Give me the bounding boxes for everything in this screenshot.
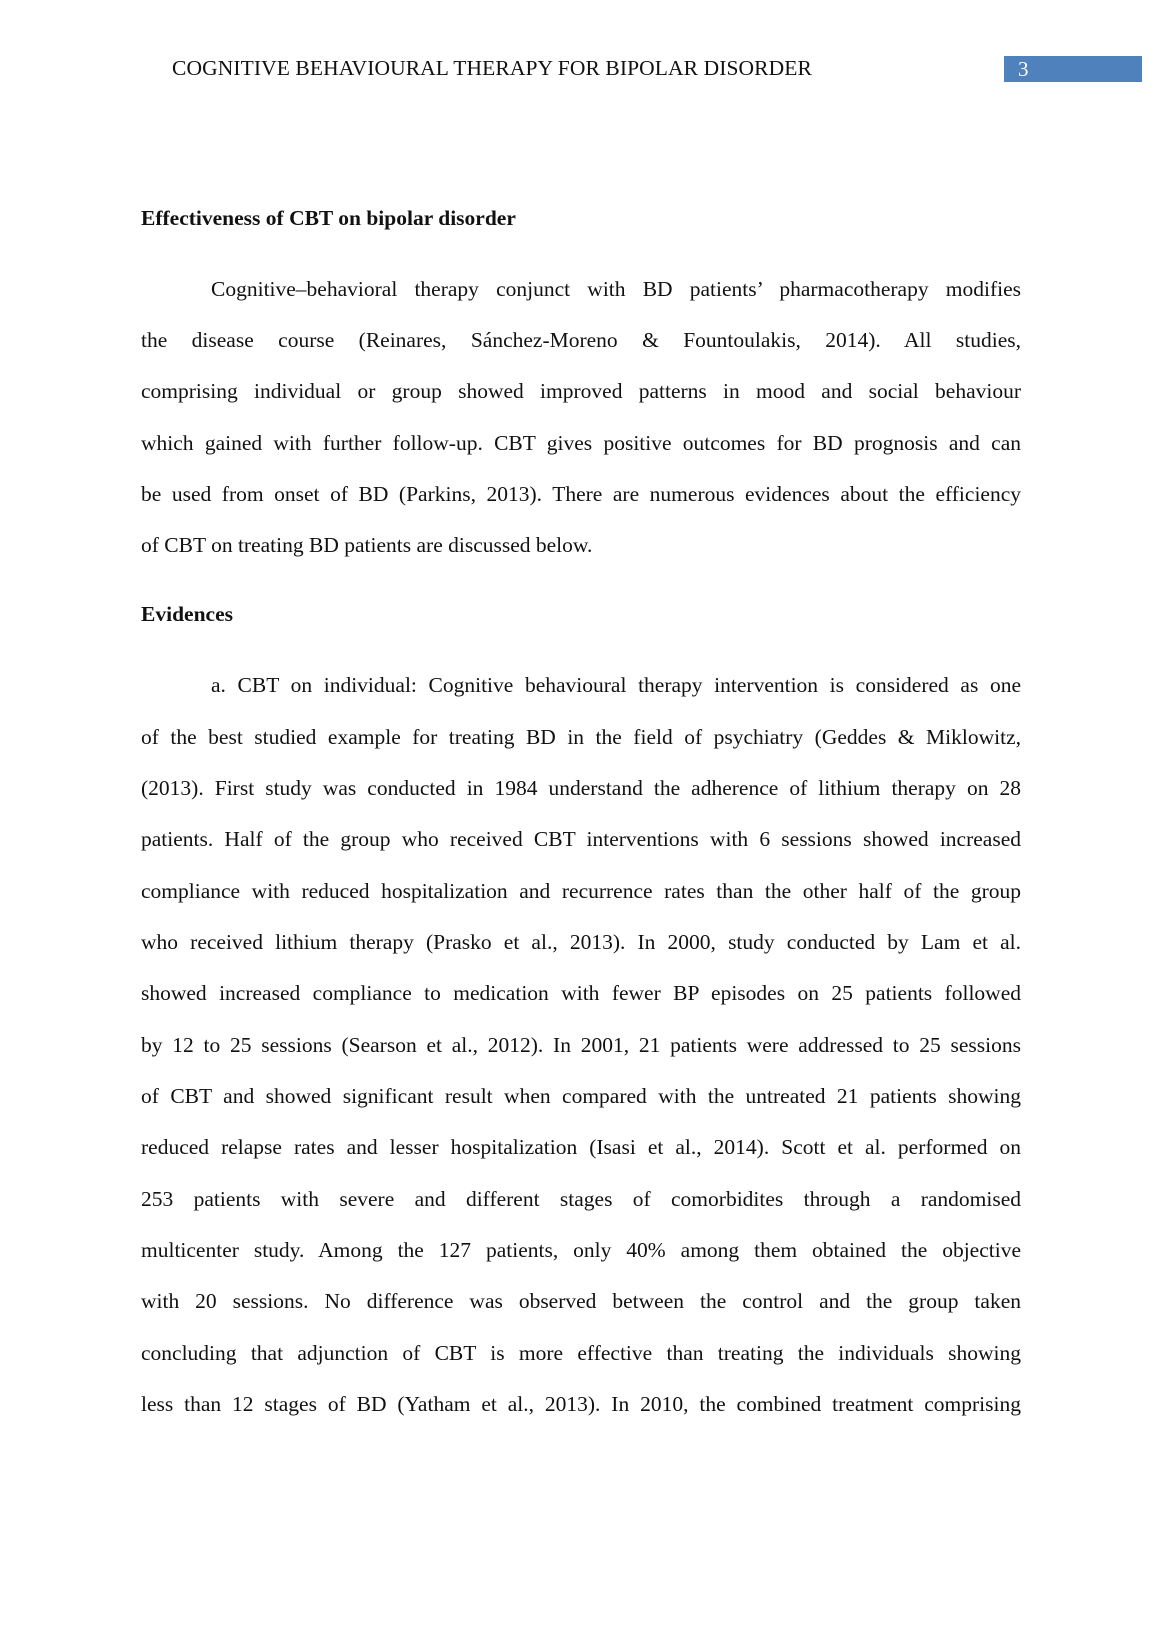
running-head-title: COGNITIVE BEHAVIOURAL THERAPY FOR BIPOLAR DISORDER [172,56,812,80]
paragraph-line: patients. Half of the group who received CBT interventions with 6 sessions showed increased [141,827,1021,851]
paragraph-line: of the best studied example for treating BD in the field of psychiatry (Geddes & Miklowitz, [141,725,1021,749]
paragraph-line: Cognitive–behavioral therapy conjunct with BD patients’ pharmacotherapy modifies [211,277,1021,301]
page-number-badge: 3 [1004,56,1142,82]
paragraph-line: compliance with reduced hospitalization and recurrence rates than the other half of the group [141,879,1021,903]
paragraph-line: 253 patients with severe and different stages of comorbidites through a randomised [141,1187,1021,1211]
paragraph-line: showed increased compliance to medication with fewer BP episodes on 25 patients followed [141,981,1021,1005]
paragraph-line: which gained with further follow-up. CBT gives positive outcomes for BD prognosis and can [141,431,1021,455]
section-heading-effectiveness: Effectiveness of CBT on bipolar disorder [141,206,516,230]
section-heading-evidences: Evidences [141,602,233,626]
paragraph-line: who received lithium therapy (Prasko et al., 2013). In 2000, study conducted by Lam et al. [141,930,1021,954]
paragraph-line: the disease course (Reinares, Sánchez-Moreno & Fountoulakis, 2014). All studies, [141,328,1021,352]
paragraph-line: concluding that adjunction of CBT is more effective than treating the individuals showing [141,1341,1021,1365]
paragraph-line: by 12 to 25 sessions (Searson et al., 2012). In 2001, 21 patients were addressed to 25 sessions [141,1033,1021,1057]
paragraph-line: with 20 sessions. No difference was observed between the control and the group taken [141,1289,1021,1313]
paragraph-line: reduced relapse rates and lesser hospitalization (Isasi et al., 2014). Scott et al. performed on [141,1135,1021,1159]
paragraph-line: of CBT on treating BD patients are discussed below. [141,533,593,557]
paragraph-line: less than 12 stages of BD (Yatham et al., 2013). In 2010, the combined treatment comprising [141,1392,1021,1416]
paragraph-line: (2013). First study was conducted in 1984 understand the adherence of lithium therapy on 28 [141,776,1021,800]
paragraph-line: multicenter study. Among the 127 patients, only 40% among them obtained the objective [141,1238,1021,1262]
paragraph-line: comprising individual or group showed improved patterns in mood and social behaviour [141,379,1021,403]
paragraph-line: be used from onset of BD (Parkins, 2013). There are numerous evidences about the efficiency [141,482,1021,506]
paragraph-line: a. CBT on individual: Cognitive behavioural therapy intervention is considered as one [211,673,1021,697]
paragraph-line: of CBT and showed significant result when compared with the untreated 21 patients showing [141,1084,1021,1108]
